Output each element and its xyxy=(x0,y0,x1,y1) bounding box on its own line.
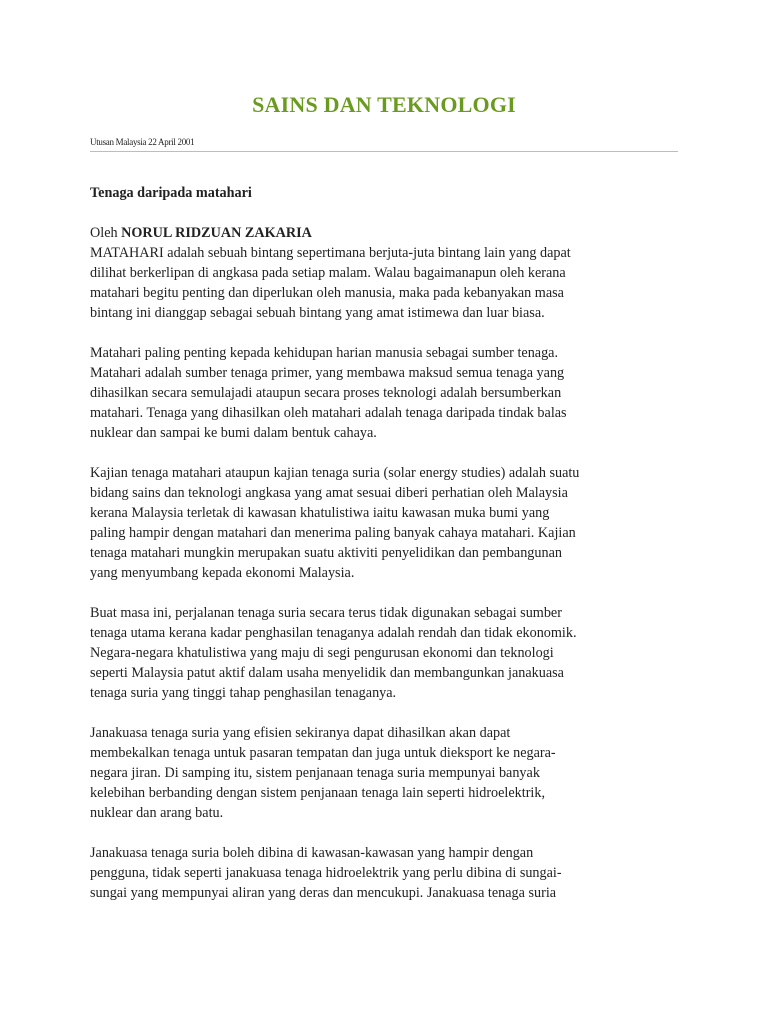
paragraph-line: negara jiran. Di samping itu, sistem penjanaan tenaga suria mempunyai banyak xyxy=(90,765,540,781)
paragraph-line: paling hampir dengan matahari dan menerima paling banyak cahaya matahari. Kajian xyxy=(90,525,576,541)
source-line: Utusan Malaysia 22 April 2001 xyxy=(90,137,195,147)
article-paragraph xyxy=(90,243,690,323)
paragraph-line: tenaga matahari mungkin merupakan suatu aktiviti penyelidikan dan pembangunan xyxy=(90,545,562,561)
article-paragraph xyxy=(90,603,690,703)
paragraph-line: Kajian tenaga matahari ataupun kajian tenaga suria (solar energy studies) adalah suatu xyxy=(90,465,580,481)
byline-prefix: Oleh xyxy=(90,225,122,241)
paragraph-line: matahari. Tenaga yang dihasilkan oleh matahari adalah tenaga daripada tindak balas xyxy=(90,405,567,421)
page-title: SAINS DAN TEKNOLOGI xyxy=(252,92,516,117)
article-paragraph xyxy=(90,463,690,583)
article-heading: Tenaga daripada matahari xyxy=(90,185,252,201)
paragraph-line: Negara-negara khatulistiwa yang maju di segi pengurusan ekonomi dan teknologi xyxy=(90,645,554,661)
article-paragraph xyxy=(90,343,690,443)
paragraph-line: Buat masa ini, perjalanan tenaga suria secara terus tidak digunakan sebagai sumber xyxy=(90,605,562,621)
paragraph-line: seperti Malaysia patut aktif dalam usaha menyelidik dan membangunkan janakuasa xyxy=(90,665,564,681)
paragraph-line: bidang sains dan teknologi angkasa yang amat sesuai diberi perhatian oleh Malaysia xyxy=(90,485,568,501)
article-body xyxy=(90,183,690,923)
paragraph-line: bintang ini dianggap sebagai sebuah bintang yang amat istimewa dan luar biasa. xyxy=(90,305,545,321)
paragraph-line: Matahari adalah sumber tenaga primer, yang membawa maksud semua tenaga yang xyxy=(90,365,565,381)
paragraph-line: MATAHARI adalah sebuah bintang sepertimana berjuta-juta bintang lain yang dapat xyxy=(90,245,571,261)
paragraph-line: nuklear dan arang batu. xyxy=(90,805,224,821)
byline xyxy=(90,223,690,243)
paragraph-line: kerana Malaysia terletak di kawasan khatulistiwa iaitu kawasan muka bumi yang xyxy=(90,505,550,521)
paragraph-line: matahari begitu penting dan diperlukan oleh manusia, maka pada kebanyakan masa xyxy=(90,285,564,301)
paragraph-line: Janakuasa tenaga suria yang efisien sekiranya dapat dihasilkan akan dapat xyxy=(90,725,511,741)
article-paragraph xyxy=(90,843,690,903)
article-paragraphs xyxy=(90,243,690,903)
paragraph-line: kelebihan berbanding dengan sistem penjanaan tenaga lain seperti hidroelektrik, xyxy=(90,785,546,801)
paragraph-line: Matahari paling penting kepada kehidupan harian manusia sebagai sumber tenaga. xyxy=(90,345,559,361)
paragraph-line: dihasilkan secara semulajadi ataupun secara proses teknologi adalah bersumberkan xyxy=(90,385,562,401)
paragraph-line: membekalkan tenaga untuk pasaran tempatan dan juga untuk dieksport ke negara- xyxy=(90,745,556,761)
paragraph-line: nuklear dan sampai ke bumi dalam bentuk cahaya. xyxy=(90,425,377,441)
paragraph-line: yang menyumbang kepada ekonomi Malaysia. xyxy=(90,565,355,581)
author-name: NORUL RIDZUAN ZAKARIA xyxy=(121,225,312,241)
paragraph-line: Janakuasa tenaga suria boleh dibina di kawasan-kawasan yang hampir dengan xyxy=(90,845,534,861)
paragraph-line: pengguna, tidak seperti janakuasa tenaga hidroelektrik yang perlu dibina di sungai- xyxy=(90,865,562,881)
paragraph-line: dilihat berkerlipan di angkasa pada setiap malam. Walau bagaimanapun oleh kerana xyxy=(90,265,566,281)
paragraph-line: tenaga utama kerana kadar penghasilan tenaganya adalah rendah dan tidak ekonomik. xyxy=(90,625,577,641)
paragraph-line: sungai yang mempunyai aliran yang deras dan mencukupi. Janakuasa tenaga suria xyxy=(90,885,557,901)
article-paragraph xyxy=(90,723,690,823)
horizontal-rule xyxy=(90,151,678,152)
paragraph-line: tenaga suria yang tinggi tahap penghasilan tenaganya. xyxy=(90,685,397,701)
